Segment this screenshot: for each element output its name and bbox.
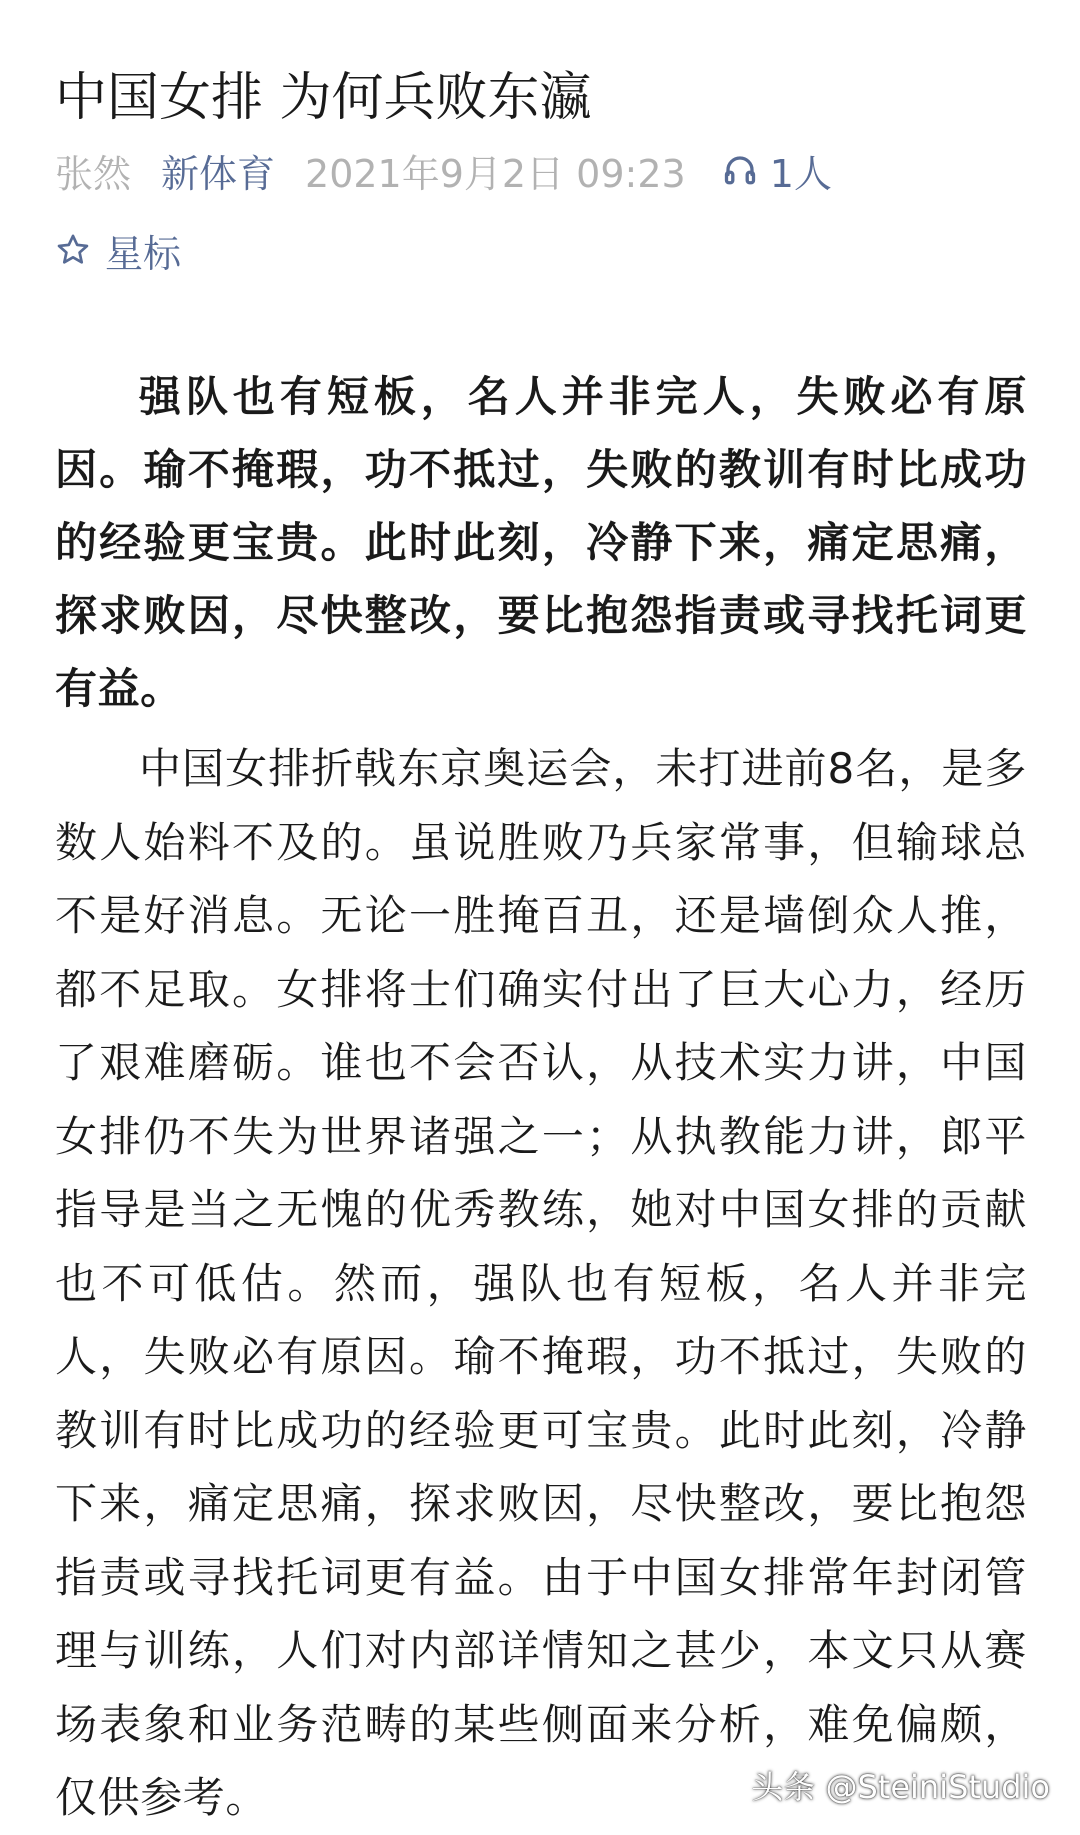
author-name: 张然 xyxy=(55,151,132,196)
body-paragraph: 中国女排折戟东京奥运会，未打进前8名，是多数人始料不及的。虽说胜败乃兵家常事，但输球总不是好消息。无论一胜掩百丑，还是墙倒众人推，都不足取。女排将士们确实付出了巨大心力，经历了艰难磨砺。谁也不会否认，从技术实力讲，中国女排仍不失为世界诸强之一；从执教能力讲，郎平指导是当之无愧的优秀教练，她对中国女排的贡献也不可低估。然而，强队也有短板，名人并非完人，失败必有原因。瑜不掩瑕，功不抵过，失败的教训有时比成功的经验更可宝贵。此时此刻，冷静下来，痛定思痛，探求败因，尽快整改，要比抱怨指责或寻找托词更有益。由于中国女排常年封闭管理与训练，人们对内部详情知之甚少，本文只从赛场表象和业务范畴的某些侧面来分析，难免偏颇，仅供参考。 xyxy=(55,744,1027,1822)
star-label: 星标 xyxy=(105,231,182,276)
watermark: 头条 @SteiniStudio xyxy=(751,1768,1050,1806)
listen-button[interactable] xyxy=(722,143,832,198)
star-outline-icon xyxy=(55,232,91,268)
article-meta xyxy=(55,140,832,200)
account-name-link[interactable]: 新体育 xyxy=(161,151,276,196)
lead-paragraph: 强队也有短板，名人并非完人，失败必有原因。瑜不掩瑕，功不抵过，失败的教训有时比成功的经验更宝贵。此时此刻，冷静下来，痛定思痛，探求败因，尽快整改，要比抱怨指责或寻找托词更有益。 xyxy=(55,372,1027,713)
star-mark-button[interactable] xyxy=(55,222,181,278)
article-title: 中国女排 为何兵败东瀛 xyxy=(55,67,592,128)
listen-count: 1人 xyxy=(769,151,832,196)
publish-date: 2021年9月2日 09:23 xyxy=(305,151,686,196)
headphones-icon xyxy=(722,152,758,188)
